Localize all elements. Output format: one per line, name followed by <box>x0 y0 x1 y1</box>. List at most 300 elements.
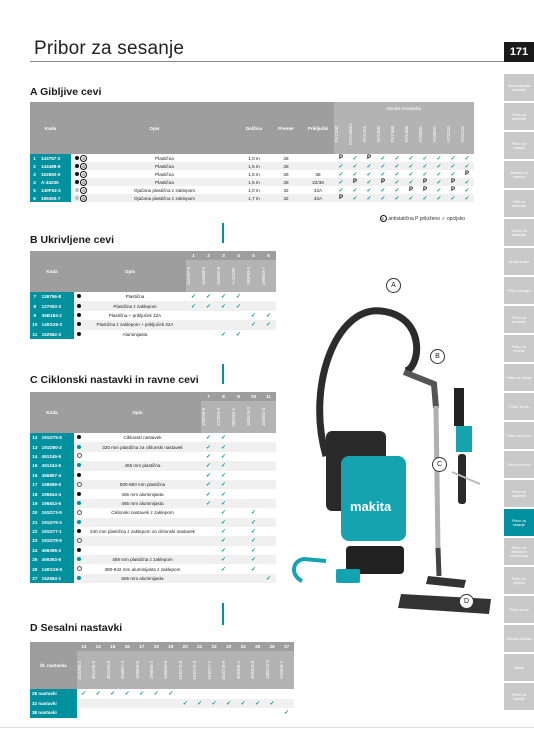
side-tab-label: Nastavki za sesanje <box>509 170 529 179</box>
side-tab[interactable] <box>504 74 534 101</box>
model-header <box>390 114 404 154</box>
ref-code-label: 144488-9 <box>201 266 206 286</box>
side-tab[interactable] <box>504 567 534 594</box>
model-header <box>348 114 362 154</box>
color-dot <box>75 180 79 184</box>
model-label: VC005G <box>432 125 437 143</box>
shoulder-strap <box>294 559 326 581</box>
compat-mark <box>261 461 276 470</box>
side-tab-label: Pribor za baterije <box>511 692 526 701</box>
compat-mark: ✓ <box>432 170 446 178</box>
col-header-connection: Priključki <box>302 102 334 154</box>
compat-mark <box>231 518 246 527</box>
compat-mark: ✓ <box>201 489 216 498</box>
product-code: 199493-7 <box>39 194 71 202</box>
compat-mark <box>149 708 163 718</box>
row-number: 23 <box>30 536 40 545</box>
product-desc <box>84 546 201 555</box>
section-c-title: C Ciklonski nastavki in ravne cevi <box>30 374 199 386</box>
compat-mark: ✓ <box>376 194 390 202</box>
compat-mark <box>135 708 149 718</box>
product-code: 152692-0 <box>39 170 71 178</box>
side-tab-label: Pribor za vrtanje <box>506 375 532 380</box>
nozzle-label: 32 nastavki <box>30 699 77 709</box>
compat-mark <box>201 330 216 339</box>
row-number: 25 <box>30 555 40 564</box>
table-row <box>30 154 474 162</box>
compat-mark: ✓ <box>261 311 276 320</box>
ref-code-header <box>77 651 91 689</box>
compat-mark: ✓ <box>390 194 404 202</box>
product-desc: Plastična <box>91 162 238 170</box>
compat-mark <box>261 489 276 498</box>
row-number: 11 <box>30 330 40 339</box>
compat-mark: ✓ <box>246 518 261 527</box>
ref-code-label: 45B184-2 <box>231 407 236 427</box>
compat-mark: ✓ <box>77 689 91 699</box>
ref-code-header <box>178 651 192 689</box>
ref-col-number: 7 <box>201 392 216 401</box>
ref-code-header <box>261 401 276 433</box>
compat-mark <box>250 708 264 718</box>
compat-mark: ✓ <box>216 555 231 564</box>
product-code: 191D76-3 <box>40 518 74 527</box>
product-code: 191D73-9 <box>40 508 74 517</box>
compat-mark: ✓ <box>231 301 246 310</box>
compat-mark <box>201 546 216 555</box>
row-icons <box>71 162 91 170</box>
compat-mark: ✓ <box>376 162 390 170</box>
color-dot <box>77 520 81 524</box>
compat-mark <box>221 708 235 718</box>
compat-mark: ✓ <box>261 574 276 583</box>
connection: 38 <box>302 170 334 178</box>
compat-mark: ✓ <box>348 162 362 170</box>
ref-code-header <box>250 651 264 689</box>
compat-mark: ✓ <box>334 170 348 178</box>
ref-code-label: 191D80-2 <box>76 660 82 680</box>
compat-mark: ✓ <box>348 194 362 202</box>
product-code: 152562-3 <box>40 330 74 339</box>
compat-mark <box>231 555 246 564</box>
floor-nozzle <box>398 594 491 614</box>
header-row <box>30 642 294 651</box>
side-tab-label: Pribor za sesalnike <box>511 112 527 121</box>
product-desc: 340 mm plastična z zaklepom za ciklonski nastavek <box>84 527 201 536</box>
side-tab[interactable] <box>504 451 534 478</box>
ref-code-header <box>91 651 105 689</box>
diameter: 28 <box>270 170 302 178</box>
table-cyclone-and-pipes <box>30 392 276 583</box>
compat-mark: P <box>334 154 348 162</box>
row-icons <box>74 546 84 555</box>
product-desc: 469 mm plastična z zaklepom <box>84 555 201 564</box>
model-label: DVC660 <box>404 125 409 143</box>
compat-mark: ✓ <box>216 508 231 517</box>
ref-col-number: 24 <box>236 642 250 651</box>
ref-code-header <box>246 260 261 292</box>
compat-mark: ✓ <box>250 699 264 709</box>
color-dot <box>77 557 81 561</box>
compat-mark <box>261 499 276 508</box>
compat-mark: ✓ <box>186 301 201 310</box>
row-number: 1 <box>30 154 39 162</box>
compat-mark: ✓ <box>404 194 418 202</box>
compat-mark: ✓ <box>201 452 216 461</box>
compat-mark <box>186 311 201 320</box>
compat-mark: ✓ <box>362 162 376 170</box>
ref-code-label: 459396-2 <box>235 660 241 680</box>
ref-code-header <box>120 651 134 689</box>
col-header-length: Dolžina <box>238 102 270 154</box>
antistatic-icon: ⊘ <box>81 163 86 169</box>
row-icons <box>71 194 91 202</box>
crevice-tool <box>458 454 466 504</box>
nozzle-label: 28 nastavki <box>30 689 77 699</box>
ref-code-header <box>135 651 149 689</box>
model-header <box>432 114 446 154</box>
compat-mark: ✓ <box>221 699 235 709</box>
ref-code-label: 451245-5 <box>91 660 97 680</box>
compat-mark <box>149 699 163 709</box>
color-dot <box>77 510 82 515</box>
ref-col-number: 5 <box>246 251 261 260</box>
connection: 32A <box>302 194 334 202</box>
side-tab[interactable] <box>504 335 534 362</box>
compat-mark: P <box>446 186 460 194</box>
color-dot <box>77 482 82 487</box>
compat-mark: ✓ <box>216 442 231 451</box>
diameter: 28 <box>270 162 302 170</box>
compat-mark <box>279 699 294 709</box>
side-tab-label: Vrečke za sesalnike <box>511 228 527 237</box>
compat-mark: ✓ <box>460 186 474 194</box>
compat-mark <box>201 320 216 329</box>
side-tab[interactable] <box>504 103 534 130</box>
col-header-code: Koda <box>30 251 74 292</box>
header-divider <box>30 61 504 62</box>
cyclone-top <box>454 388 464 426</box>
row-number: 5 <box>30 186 39 194</box>
side-tab[interactable] <box>504 190 534 217</box>
ref-code-label: 459353-6 <box>250 660 256 680</box>
side-tab[interactable] <box>504 538 534 565</box>
row-number: 6 <box>30 194 39 202</box>
side-tab-label: Pribor za gradnjo <box>511 576 526 585</box>
compat-mark: ✓ <box>207 699 221 709</box>
compat-mark <box>231 508 246 517</box>
row-icons <box>74 442 84 451</box>
compat-mark <box>186 320 201 329</box>
table-row <box>30 301 276 310</box>
compat-mark <box>106 708 120 718</box>
battery-pack <box>336 569 360 583</box>
compat-mark: ✓ <box>261 320 276 329</box>
ref-col-number: 13 <box>77 642 91 651</box>
compat-mark <box>261 508 276 517</box>
side-tab-label: Pribor za brušenje <box>511 315 526 324</box>
callout-b: B <box>430 349 445 364</box>
compat-mark: ✓ <box>201 301 216 310</box>
side-tab-label: Pribor za les <box>509 404 529 409</box>
side-tab[interactable] <box>504 625 534 652</box>
compat-mark <box>261 555 276 564</box>
connection: 22/38 <box>302 178 334 186</box>
compat-mark: ✓ <box>246 564 261 573</box>
pipe-lock <box>438 548 439 576</box>
compat-mark <box>231 480 246 489</box>
compat-mark <box>216 320 231 329</box>
compat-mark <box>246 433 261 442</box>
compat-mark <box>261 527 276 536</box>
compat-mark: ✓ <box>432 162 446 170</box>
product-code: 143787-2 <box>39 154 71 162</box>
table-nozzles <box>30 642 294 718</box>
side-tab[interactable] <box>504 393 534 420</box>
row-number: 15 <box>30 461 40 470</box>
brand-logo: makita <box>350 499 392 514</box>
side-tab[interactable] <box>504 364 534 391</box>
product-code: 140G26-3 <box>40 320 74 329</box>
connection <box>302 154 334 162</box>
product-code: A-34235 <box>39 178 71 186</box>
compat-mark: ✓ <box>432 186 446 194</box>
side-tab[interactable] <box>504 596 534 623</box>
side-tab[interactable] <box>504 277 534 304</box>
callout-c: C <box>432 457 447 472</box>
model-label: VC008G <box>418 125 423 143</box>
compat-mark <box>163 699 177 709</box>
compat-mark: ✓ <box>334 178 348 186</box>
row-icons <box>74 508 84 517</box>
compat-mark: ✓ <box>216 330 231 339</box>
compat-mark <box>265 708 279 718</box>
col-header-label: Št. nastavka <box>30 642 77 689</box>
side-tab[interactable] <box>504 161 534 188</box>
product-code: 152563-1 <box>40 574 74 583</box>
cyclone-body <box>456 426 472 452</box>
side-tab[interactable] <box>504 509 534 536</box>
color-dot <box>75 164 79 168</box>
row-icons <box>74 499 84 508</box>
compat-mark: ✓ <box>216 433 231 442</box>
row-number: 9 <box>30 311 40 320</box>
antistatic-icon: ⊘ <box>81 195 86 201</box>
length: 1,0 m <box>238 154 270 162</box>
compat-mark <box>261 292 276 301</box>
header-row <box>30 251 276 260</box>
table-row <box>30 186 474 194</box>
compat-mark <box>261 452 276 461</box>
product-desc: Plastična z zaklepom + priključek 32A <box>84 320 186 329</box>
ref-code-label: 199493-7 <box>261 266 266 286</box>
vacuum-illustration <box>286 276 500 648</box>
compat-mark: ✓ <box>236 699 250 709</box>
side-tab[interactable] <box>504 480 534 507</box>
model-header <box>376 114 390 154</box>
ref-code-header <box>201 401 216 433</box>
row-icons <box>74 452 84 461</box>
compat-mark: ✓ <box>404 178 418 186</box>
compat-mark <box>186 330 201 339</box>
ref-col-number: 2 <box>201 251 216 260</box>
color-dot <box>77 501 81 505</box>
compat-mark: ✓ <box>135 689 149 699</box>
color-dot <box>75 196 79 200</box>
ref-col-number: 10 <box>246 392 261 401</box>
antistatic-icon: ⊘ <box>81 179 86 185</box>
ref-code-header <box>265 651 279 689</box>
side-tab-nav <box>504 74 534 712</box>
compat-mark: ✓ <box>201 480 216 489</box>
header-row <box>30 102 474 114</box>
compat-mark: ✓ <box>201 292 216 301</box>
side-tab[interactable] <box>504 654 534 681</box>
ref-code-label: 191D77-1 <box>206 660 212 680</box>
color-dot <box>77 294 81 298</box>
product-desc: Aluminijasta <box>84 330 186 339</box>
side-tab[interactable] <box>504 132 534 159</box>
ref-col-number: 26 <box>265 642 279 651</box>
compat-mark <box>261 471 276 480</box>
ref-code-label: 140G26-3 <box>246 407 251 427</box>
row-number: 27 <box>30 574 40 583</box>
compat-mark: ✓ <box>390 170 404 178</box>
row-icons <box>74 555 84 564</box>
connector-c-d <box>222 603 224 625</box>
compat-mark <box>236 708 250 718</box>
product-desc: Plastična + priključek 32A <box>84 311 186 320</box>
color-dot <box>77 332 81 336</box>
product-code: 144488-9 <box>39 162 71 170</box>
compat-mark <box>261 536 276 545</box>
diameter: 32 <box>270 194 302 202</box>
product-code: 459396-2 <box>40 546 74 555</box>
ref-code-label: 191D76-3 <box>192 660 198 680</box>
compat-mark <box>265 689 279 699</box>
ref-col-number: 4 <box>231 251 246 260</box>
ref-code-header <box>192 651 206 689</box>
ref-code-header <box>231 260 246 292</box>
compat-mark <box>216 574 231 583</box>
antistatic-icon: ⊘ <box>81 171 86 177</box>
compat-mark: ✓ <box>216 546 231 555</box>
row-icons <box>74 574 84 583</box>
ref-code-label: 152562-3 <box>261 407 266 427</box>
product-code: 451245-5 <box>40 452 74 461</box>
product-desc: 500-850 mm plastična <box>84 480 201 489</box>
side-tab-label: Ostalo <box>513 665 525 670</box>
side-tab-label: Pribor za kovino <box>506 433 532 438</box>
compat-mark: ✓ <box>418 170 432 178</box>
compat-mark <box>207 689 221 699</box>
product-code: 158559-0 <box>40 480 74 489</box>
side-tab[interactable] <box>504 248 534 275</box>
table-row <box>30 292 276 301</box>
compat-mark <box>250 689 264 699</box>
compat-mark: ✓ <box>216 452 231 461</box>
ref-code-header <box>221 651 235 689</box>
product-desc: 320 mm plastična za ciklonski nastavek <box>84 442 201 451</box>
compat-mark: ✓ <box>446 194 460 202</box>
compat-mark: ✓ <box>348 186 362 194</box>
side-tab[interactable] <box>504 683 534 710</box>
antistatic-icon: ⊘ <box>380 215 387 222</box>
ref-col-number: 21 <box>192 642 206 651</box>
side-tab-label: Pribor za vijačenje <box>511 489 526 498</box>
side-tab-label: Pribor za sesanje <box>511 141 526 150</box>
ref-col-number: 15 <box>106 642 120 651</box>
side-tab[interactable] <box>504 219 534 246</box>
compat-mark: ✓ <box>460 162 474 170</box>
ref-code-header <box>106 651 120 689</box>
compat-mark <box>246 292 261 301</box>
straight-pipe <box>436 406 438 551</box>
connection: 32A <box>302 186 334 194</box>
row-number: 19 <box>30 499 40 508</box>
side-tab[interactable] <box>504 306 534 333</box>
model-label: DVC560 <box>376 125 381 143</box>
row-icons <box>74 461 84 470</box>
product-code: 456867-4 <box>40 471 74 480</box>
connector-b-c <box>222 364 224 384</box>
product-code: 195844-4 <box>40 489 74 498</box>
compat-mark <box>261 301 276 310</box>
model-label: DVC265ZX <box>348 123 353 145</box>
compat-mark <box>231 442 246 451</box>
ref-code-header <box>216 401 231 433</box>
compat-mark <box>77 699 91 709</box>
side-tab[interactable] <box>504 422 534 449</box>
row-number: 24 <box>30 546 40 555</box>
compat-mark <box>178 689 192 699</box>
compat-mark: ✓ <box>446 154 460 162</box>
compat-mark: ✓ <box>334 186 348 194</box>
product-code: 191D78-9 <box>40 536 74 545</box>
product-desc: 380-942 mm aluminijasta z zaklepom <box>84 564 201 573</box>
table-row <box>30 508 276 517</box>
ref-code-label: 451244-5 <box>105 660 111 680</box>
ref-col-number: 14 <box>91 642 105 651</box>
row-icons <box>74 311 84 320</box>
table-row <box>30 699 294 709</box>
compat-mark: ✓ <box>178 699 192 709</box>
compat-mark <box>91 699 105 709</box>
ref-col-number: 8 <box>216 392 231 401</box>
product-code: 127053-3 <box>40 301 74 310</box>
product-code: 191D77-1 <box>40 527 74 536</box>
product-desc: Plastična z zaklepom <box>84 301 186 310</box>
row-icons <box>71 186 91 194</box>
compat-mark: ✓ <box>460 194 474 202</box>
ref-code-header <box>279 651 294 689</box>
product-code: 459353-6 <box>40 555 74 564</box>
compat-mark: ✓ <box>231 292 246 301</box>
color-dot <box>77 463 81 467</box>
color-dot <box>77 304 81 308</box>
product-code: 195843-6 <box>40 499 74 508</box>
compat-mark: ✓ <box>404 154 418 162</box>
compat-mark: P <box>460 170 474 178</box>
ref-code-header <box>186 260 201 292</box>
table-row <box>30 194 474 202</box>
compat-mark <box>231 536 246 545</box>
compat-mark <box>236 689 250 699</box>
compat-mark: ✓ <box>216 301 231 310</box>
compat-mark: ✓ <box>201 461 216 470</box>
compat-mark <box>246 461 261 470</box>
compat-mark <box>231 574 246 583</box>
